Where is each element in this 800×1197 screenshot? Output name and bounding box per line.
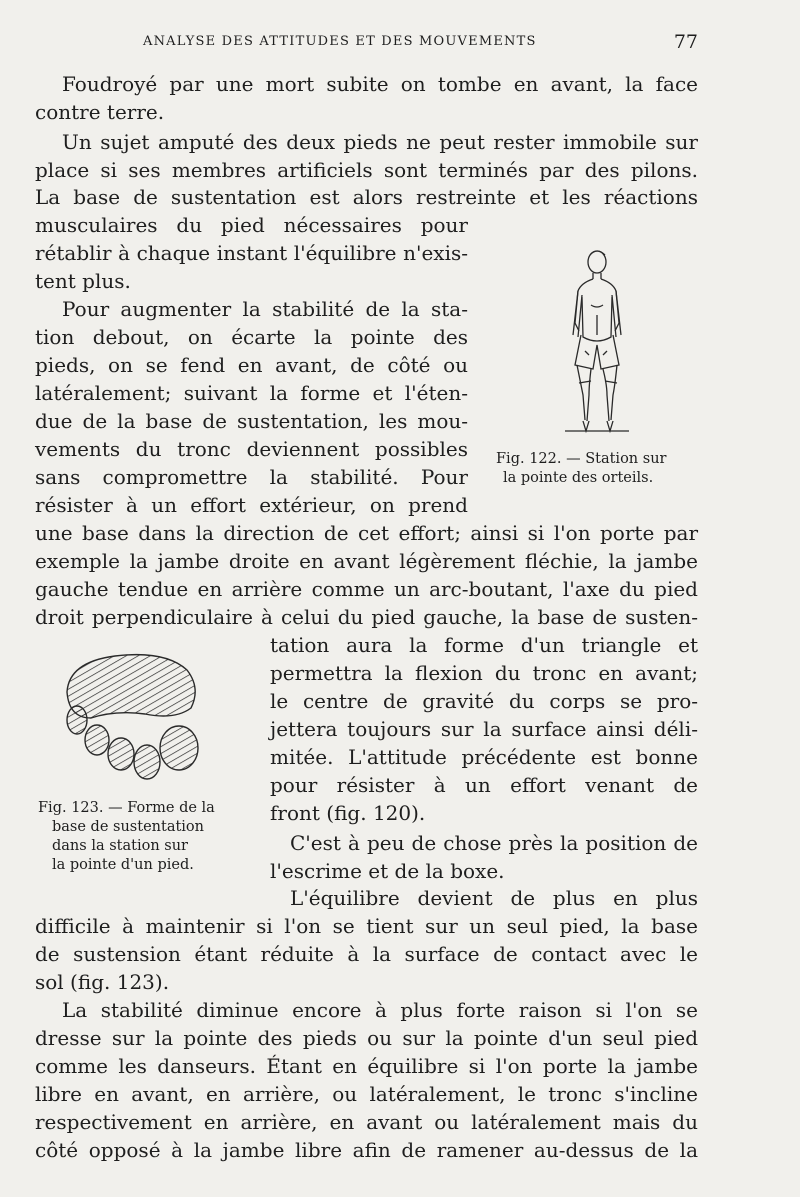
- figure-123-caption-line: base de sustentation: [52, 819, 205, 835]
- text-line: C'est à peu de chose près la position de: [290, 831, 698, 855]
- text-line: L'équilibre devient de plus en plus: [290, 886, 698, 910]
- figure-122-caption-line: la pointe des orteils.: [503, 470, 654, 486]
- text-line: gauche tendue en arrière comme un arc-boutant, l'axe du pied: [35, 577, 698, 601]
- text-line: de sustension étant réduite à la surface de contact avec le: [35, 942, 698, 966]
- text-line: comme les danseurs. Étant en équilibre si l'on porte la jambe: [35, 1054, 698, 1078]
- text-line: respectivement en arrière, en avant ou latéralement mais du: [35, 1110, 698, 1134]
- text-line: côté opposé à la jambe libre afin de ramener au-dessus de la: [35, 1138, 698, 1162]
- figure-123-caption-line: la pointe d'un pied.: [52, 857, 194, 873]
- text-line: tent plus.: [35, 269, 131, 293]
- running-header: [143, 31, 698, 53]
- text-line: La stabilité diminue encore à plus forte raison si l'on se: [62, 998, 698, 1022]
- text-line: pieds, on se fend en avant, de côté ou: [35, 353, 468, 377]
- text-line: mitée. L'attitude précédente est bonne: [270, 745, 698, 769]
- text-line: sans compromettre la stabilité. Pour: [35, 465, 468, 489]
- figure-123-caption-line: dans la station sur: [52, 838, 188, 854]
- text-line: exemple la jambe droite en avant légèrement fléchie, la jambe: [35, 549, 698, 573]
- page-number: 77: [673, 31, 698, 53]
- text-line: dresse sur la pointe des pieds ou sur la pointe d'un seul pied: [35, 1026, 698, 1050]
- text-line: libre en avant, en arrière, ou latéralement, le tronc s'incline: [35, 1082, 698, 1106]
- text-line: droit perpendiculaire à celui du pied gauche, la base de susten-: [35, 605, 698, 629]
- figure-122-illustration: [545, 245, 645, 435]
- running-title: ANALYSE DES ATTITUDES ET DES MOUVEMENTS: [143, 34, 537, 49]
- text-line: vements du tronc deviennent possibles: [35, 437, 468, 461]
- text-line: latéralement; suivant la forme et l'éten-: [35, 381, 468, 405]
- text-line: rétablir à chaque instant l'équilibre n'exis-: [35, 241, 468, 265]
- text-line: Pour augmenter la stabilité de la sta-: [62, 297, 468, 321]
- text-line: jettera toujours sur la surface ainsi déli-: [270, 717, 698, 741]
- figure-122-caption-line: Fig. 122. — Station sur: [496, 451, 667, 467]
- figure-123-illustration: [55, 648, 205, 784]
- text-line: tion debout, on écarte la pointe des: [35, 325, 468, 349]
- figure-123-caption-line: Fig. 123. — Forme de la: [38, 800, 215, 816]
- text-line: le centre de gravité du corps se pro-: [270, 689, 698, 713]
- text-line: place si ses membres artificiels sont terminés par des pilons.: [35, 158, 698, 182]
- text-line: difficile à maintenir si l'on se tient sur un seul pied, la base: [35, 914, 698, 938]
- text-line: l'escrime et de la boxe.: [270, 859, 505, 883]
- text-line: due de la base de sustentation, les mou-: [35, 409, 468, 433]
- text-line: tation aura la forme d'un triangle et: [270, 633, 698, 657]
- text-line: pour résister à un effort venant de: [270, 773, 698, 797]
- text-line: contre terre.: [35, 100, 165, 124]
- text-line: front (fig. 120).: [270, 801, 426, 825]
- text-line: une base dans la direction de cet effort; ainsi si l'on porte par: [35, 521, 698, 545]
- text-line: sol (fig. 123).: [35, 970, 170, 994]
- text-line: Foudroyé par une mort subite on tombe en avant, la face: [62, 72, 698, 96]
- text-line: Un sujet amputé des deux pieds ne peut rester immobile sur: [62, 130, 698, 154]
- text-line: permettra la flexion du tronc en avant;: [270, 661, 698, 685]
- text-line: musculaires du pied nécessaires pour: [35, 213, 468, 237]
- text-line: La base de sustentation est alors restreinte et les réactions: [35, 185, 698, 209]
- text-line: résister à un effort extérieur, on prend: [35, 493, 468, 517]
